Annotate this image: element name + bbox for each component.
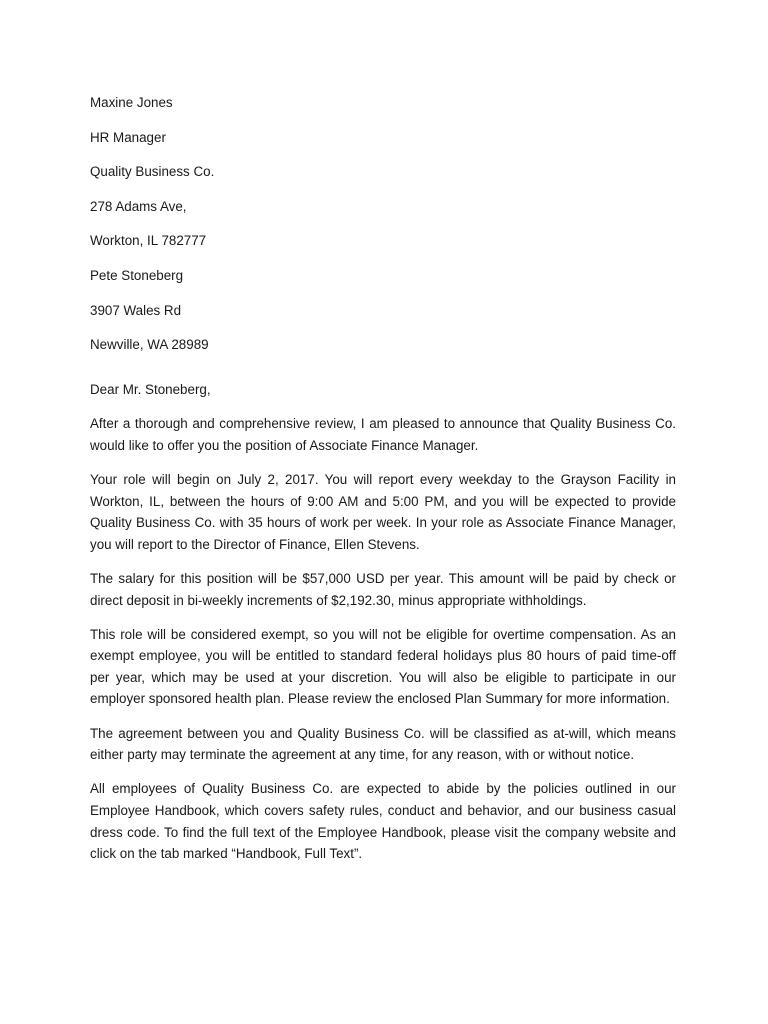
letter-page: [90, 93, 676, 877]
sender-street: 278 Adams Ave,: [90, 198, 187, 214]
recipient-city-state-zip: Newville, WA 28989: [90, 337, 209, 353]
paragraph-at-will: The agreement between you and Quality Business Co. will be classified as at-will, which means either party may terminate the agreement at any time, for any reason, with or without notice.: [90, 725, 676, 763]
paragraph-offer: After a thorough and comprehensive review, I am pleased to announce that Quality Business Co. would like to offer you the position of Associate Finance Manager.: [90, 416, 676, 453]
sender-company: Quality Business Co.: [90, 164, 215, 180]
paragraph-exempt-benefits: This role will be considered exempt, so you will not be eligible for overtime compensation. As an exempt employee, you will be entitled to standard federal holidays plus 80 hours of paid time-off per year, which may be used at your discretion. You will also be eligible to participate in our employer sponsored health plan. Please review the enclosed Plan Summary for more information.: [90, 626, 676, 707]
salutation: Dear Mr. Stoneberg,: [90, 382, 211, 398]
paragraph-salary: The salary for this position will be $57,000 USD per year. This amount will be paid by check or direct deposit in bi-weekly increments of $2,192.30, minus appropriate withholdings.: [90, 570, 676, 608]
sender-title: HR Manager: [90, 129, 166, 145]
sender-city-state-zip: Workton, IL 782777: [90, 233, 207, 249]
sender-name: Maxine Jones: [90, 95, 173, 110]
recipient-name: Pete Stoneberg: [90, 267, 184, 283]
recipient-street: 3907 Wales Rd: [90, 302, 182, 318]
paragraph-role-start: Your role will begin on July 2, 2017. You will report every weekday to the Grayson Facility in Workton, IL, between the hours of 9:00 AM and 5:00 PM, and you will be expected to provide Quality Business Co. with 35 hours of work per week. In your role as Associate Finance Manager, you will report to the Director of Finance, Ellen Stevens.: [90, 471, 676, 552]
paragraph-handbook: All employees of Quality Business Co. are expected to abide by the policies outlined in our Employee Handbook, which covers safety rules, conduct and behavior, and our business casual dress code. To find the full text of the Employee Handbook, please visit the company website and click on the tab marked “Handbook, Full Text”.: [90, 781, 676, 862]
